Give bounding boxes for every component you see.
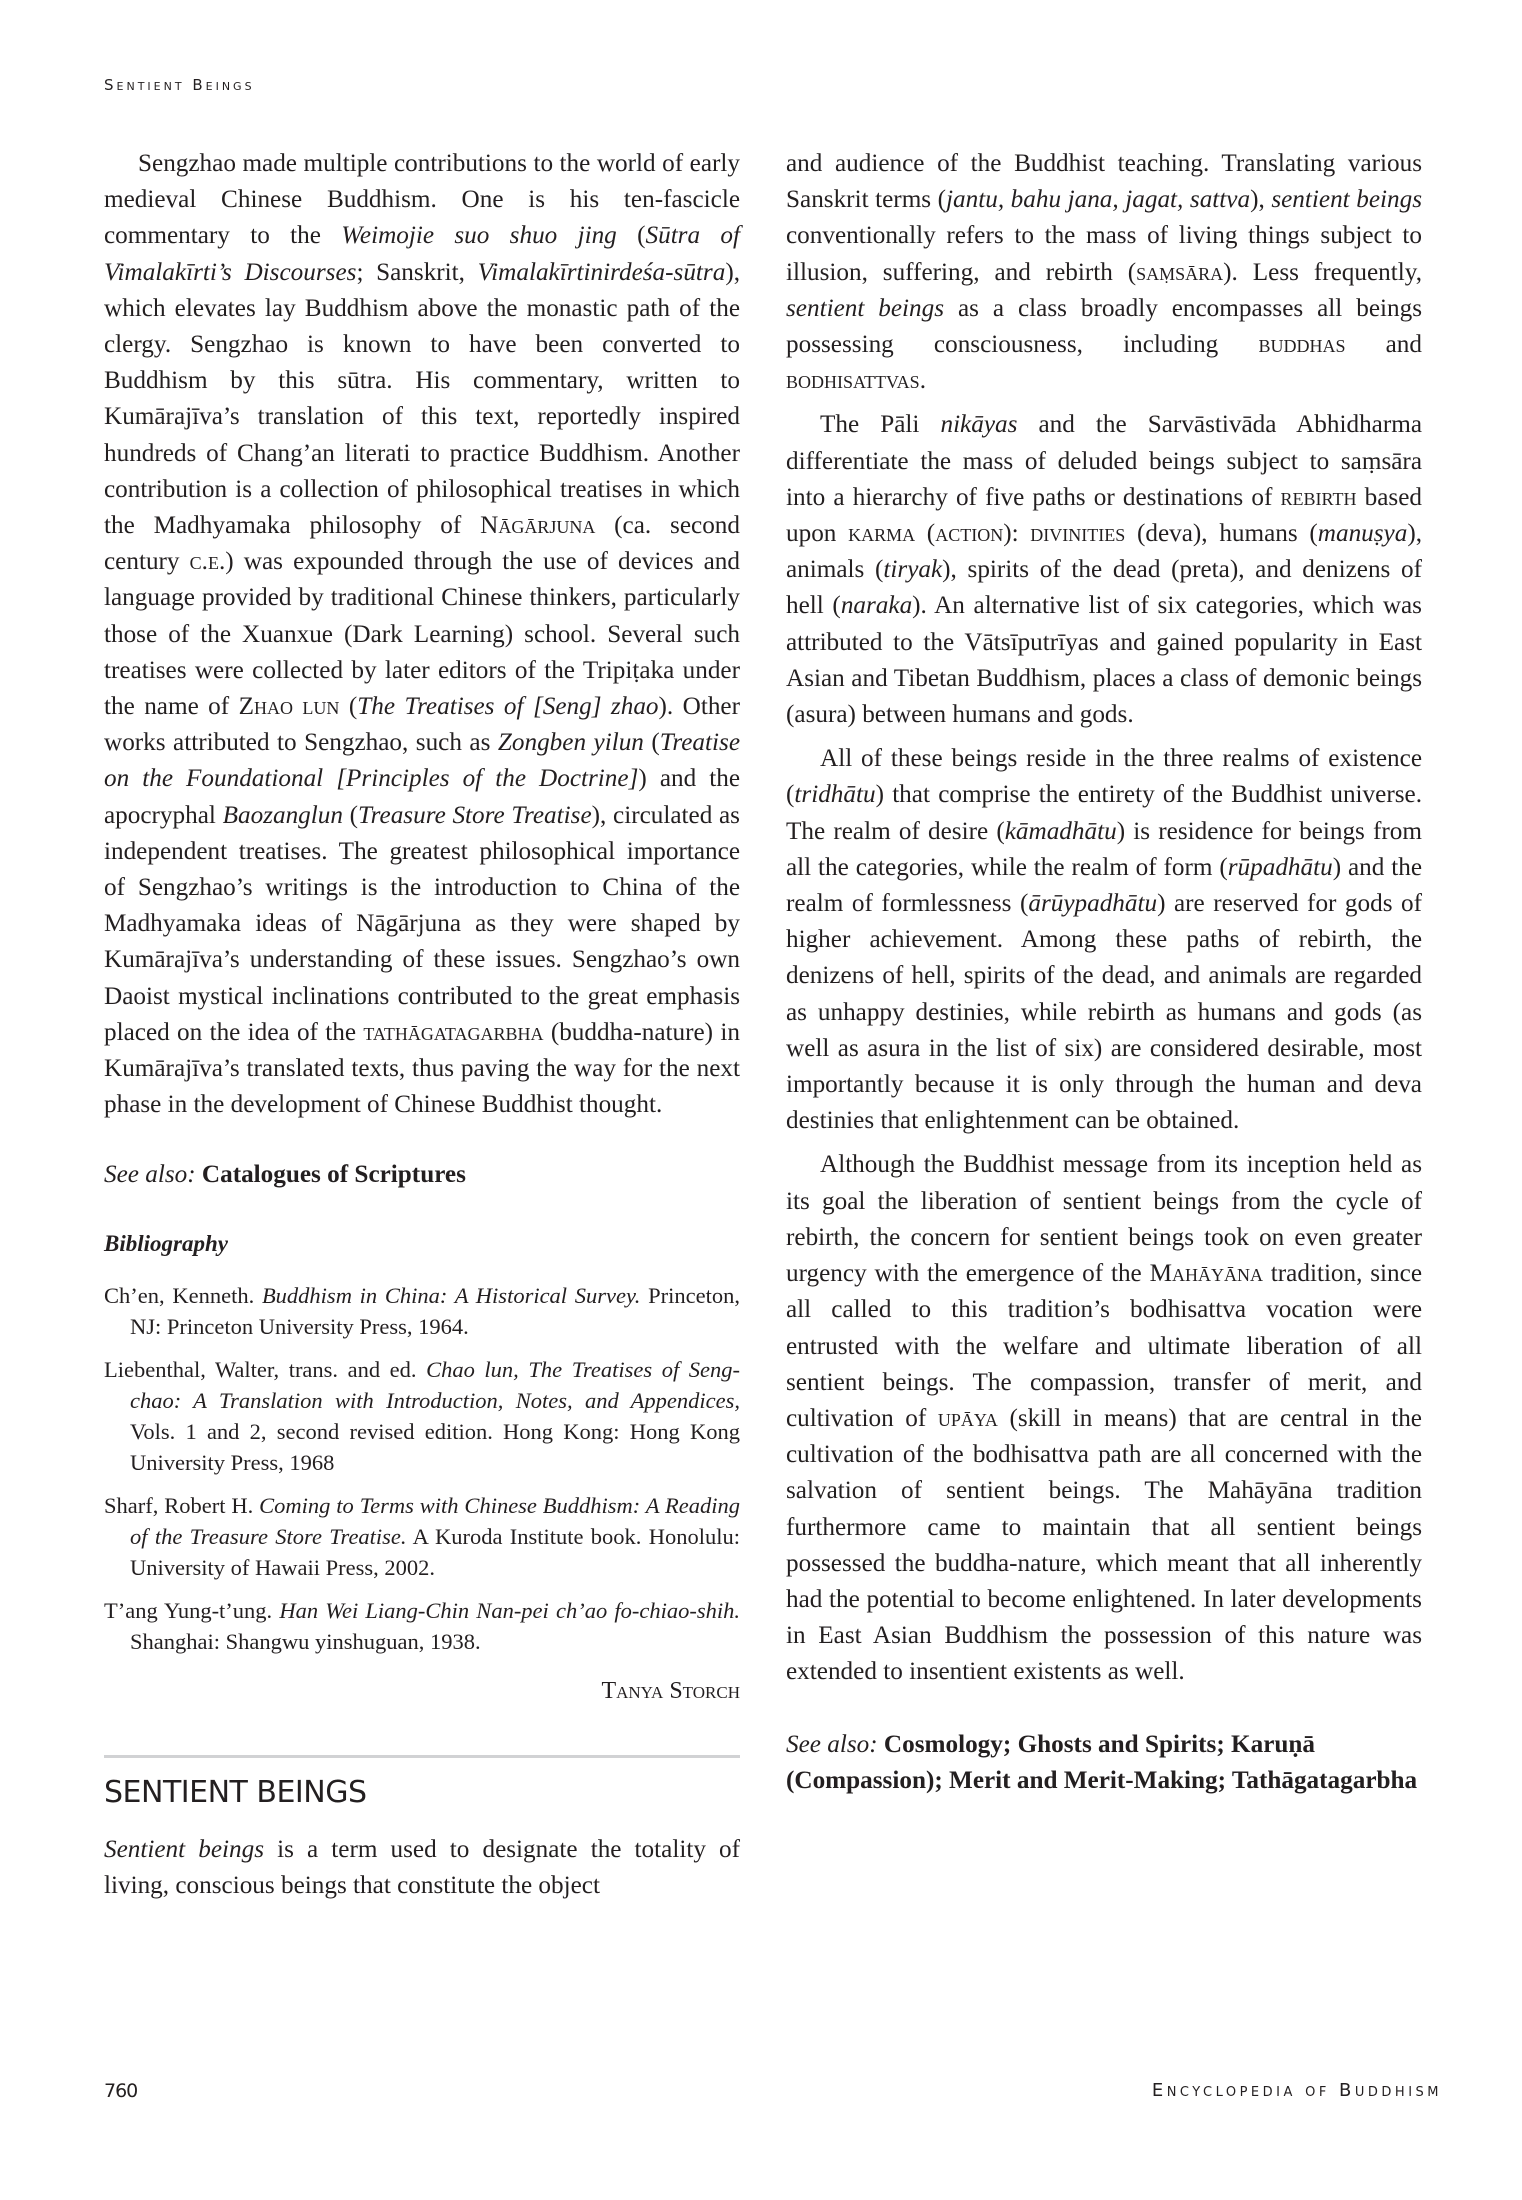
bibliography-entry xyxy=(104,1490,740,1583)
text-run: ) and the apocryphal xyxy=(104,765,741,829)
italic-run: jantu, bahu jana, jagat, sattva xyxy=(946,186,1251,214)
sengzhao-paragraph xyxy=(104,146,740,1123)
page-number: 760 xyxy=(104,2080,138,2102)
text-run: ), animals ( xyxy=(786,520,1423,584)
italic-run: ārūypadhātu xyxy=(1028,890,1158,918)
bibliography-list xyxy=(104,1280,740,1657)
text-run: Ch’en, Kenneth. xyxy=(104,1282,262,1308)
cross-reference: Mahāyāna xyxy=(1149,1260,1263,1288)
bibliography-entry xyxy=(104,1354,740,1478)
text-run: ), xyxy=(1250,186,1272,214)
five-paths-paragraph xyxy=(786,407,1422,733)
italic-run: rūpadhātu xyxy=(1227,853,1333,881)
bibliography-entry xyxy=(104,1280,740,1342)
entry-title: SENTIENT BEINGS xyxy=(104,1775,367,1811)
bibliography-entry xyxy=(104,1595,740,1657)
separator: ; xyxy=(934,1766,950,1794)
italic-run: manuṣya xyxy=(1317,520,1408,548)
text-run: is a term used to designate the totality of living, conscious beings that constitute the object xyxy=(104,1836,740,1900)
entry-intro-paragraph xyxy=(104,1832,740,1904)
text-run: ( xyxy=(616,222,646,250)
separator: ; xyxy=(1002,1730,1018,1758)
text-run: (deva), humans ( xyxy=(1125,520,1318,548)
see-also-link[interactable]: Merit and Merit-Making xyxy=(949,1766,1218,1794)
italic-run: Sentient beings xyxy=(104,1836,264,1864)
text-run: T’ang Yung-t’ung. xyxy=(104,1597,280,1623)
italic-run: The Treatises of [Seng] zhao xyxy=(357,693,659,721)
text-run: ). An alternative list of six categories, which was attributed to the Vātsīputrīyas and gained popularity in East Asian and Tibetan Buddhism, places a class of demonic beings (asura) between humans and gods. xyxy=(786,592,1422,729)
three-realms-paragraph xyxy=(786,741,1422,1139)
italic-run: kāmadhātu xyxy=(1004,817,1117,845)
text-run: Although the Buddhist message from its inception held as its goal the liberation of sentient beings from the cycle of rebirth, the concern for sentient beings took on even greater urgency with the emergence of the xyxy=(786,1151,1422,1288)
text-run: (ca. second century xyxy=(104,512,740,576)
italic-run: Weimojie suo shuo jing xyxy=(341,222,617,250)
left-column xyxy=(104,146,740,1905)
text-run: ) that comprise the entirety of the Buddhist universe. The realm of desire ( xyxy=(786,781,1422,845)
italic-run: nikāyas xyxy=(940,411,1018,439)
section-divider xyxy=(104,1755,740,1758)
text-run: Sengzhao made multiple contributions to the world of early medieval Chinese Buddhism. One is his ten-fascicle commentary to the xyxy=(104,150,740,250)
italic-run: Coming to Terms with Chinese Buddhism: A Reading of the Treasure Store Treatise. xyxy=(130,1492,740,1549)
italic-run: Vimalakīrtinirdeśa-sūtra xyxy=(477,258,726,286)
see-also-link[interactable]: Tathāgatagarbha xyxy=(1231,1766,1418,1794)
text-run: ) and the realm of formlessness ( xyxy=(786,853,1422,918)
text-run: (buddha-nature) in Kumārajīva’s translated texts, thus paving the way for the next phase in the development of Chinese Buddhist thought. xyxy=(104,1018,740,1119)
text-run: ), which elevates lay Buddhism above the monastic path of the clergy. Sengzhao is known to have been converted to Buddhism by this sūtra. His commentary, written to Kumārajīva’s translation of this text, reportedly inspired hundreds of Chang’an literati to practice Buddhism. Another contribution is a collection of philosophical treatises in which the Madhyamaka philosophy of xyxy=(104,258,741,540)
cross-reference: Zhao lun xyxy=(238,693,340,721)
italic-run: sentient beings xyxy=(786,294,945,322)
text-run: ) is residence for beings from all the categories, while the realm of form ( xyxy=(786,817,1422,881)
text-run: Princeton, NJ: Princeton University Press, 1964. xyxy=(130,1282,740,1339)
text-run: A Kuroda Institute book. Honolulu: University of Hawaii Press, 2002. xyxy=(130,1523,740,1580)
text-run: ), circulated as independent treatises. The greatest philosophical importance of Sengzhao’s writings is the introduction to China of the Madhyamaka ideas of Nāgārjuna as they were shaped by Kumārajīva’s understanding of these issues. Sengzhao’s own Daoist mystical inclinations contributed to the great emphasis placed on the idea of the xyxy=(104,801,740,1046)
text-run: conventionally refers to the mass of living things subject to illusion, suffering, and rebirth ( xyxy=(786,222,1422,286)
text-run: ( xyxy=(643,729,660,757)
italic-run: sentient beings xyxy=(1271,186,1422,214)
see-also-link[interactable]: Catalogues of Scriptures xyxy=(201,1161,466,1189)
see-also-line xyxy=(104,1157,740,1193)
text-run: based upon xyxy=(786,483,1422,548)
see-also-label: See also: xyxy=(104,1161,196,1189)
text-run: The Pāli xyxy=(820,411,941,439)
text-run: (skill in means) that are central in the cultivation of the bodhisattva path are all concerned with the salvation of sentient beings. The Mahāyāna tradition furthermore came to maintain that all sentient beings possessed the buddha-nature, which meant that all inherently had the potential to become enlightened. In later developments in East Asian Buddhism the possession of this nature was extended to insentient existents as well. xyxy=(786,1404,1422,1686)
text-run: . xyxy=(919,367,926,395)
see-also-link[interactable]: Karuṇā (Compassion) xyxy=(786,1730,1316,1794)
see-also-links xyxy=(786,1731,1417,1794)
cross-reference: saṃsāra xyxy=(1136,258,1224,286)
text-run: tradition, since all called to this tradition’s bodhisattva vocation were entrusted with the welfare and ultimate liberation of all sentient beings. The compassion, transfer of merit, and cultivation of xyxy=(786,1260,1423,1432)
italic-run: tridhātu xyxy=(794,781,876,809)
text-run: ). Less frequently, xyxy=(1223,258,1422,286)
text-run: Sharf, Robert H. xyxy=(104,1492,260,1518)
mahayana-paragraph xyxy=(786,1147,1422,1690)
see-also-link[interactable]: Ghosts and Spirits xyxy=(1017,1730,1217,1758)
italic-run: Treasure Store Treatise xyxy=(358,801,592,829)
text-run: All of these beings reside in the three realms of existence ( xyxy=(786,745,1422,809)
text-run: Liebenthal, Walter, trans. and ed. xyxy=(104,1356,427,1382)
bibliography-heading: Bibliography xyxy=(104,1230,228,1256)
running-head: Sentient Beings xyxy=(104,76,255,94)
text-run: ) are reserved for gods of higher achievement. Among these paths of rebirth, the denizens of hell, spirits of the dead, and animals are regarded as unhappy destinies, while rebirth as humans and gods (as well as asura in the list of six) are considered desirable, most importantly because it is only through the human and deva destinies that enlightenment can be obtained. xyxy=(786,890,1423,1135)
cross-reference: rebirth xyxy=(1280,483,1357,511)
cross-reference: Nāgārjuna xyxy=(480,512,596,540)
italic-run: Zongben yilun xyxy=(497,729,644,757)
italic-run: Chao lun, The Treatises of Seng-chao: A Translation with Introduction, Notes, and Appendices, xyxy=(130,1356,740,1413)
italic-run: Treatise on the Foundational [Principles of the Doctrine] xyxy=(104,729,741,793)
text-run: and the Sarvāstivāda Abhidharma differentiate the mass of deluded beings subject to saṃsāra into a hierarchy of five paths or destinations of xyxy=(786,411,1423,511)
cross-reference: divinities xyxy=(1030,520,1126,548)
text-run: : xyxy=(1011,520,1031,548)
italic-run: tiryak xyxy=(883,556,943,584)
see-also-links xyxy=(202,1161,466,1188)
separator: ; xyxy=(1217,1766,1232,1794)
text-run: and xyxy=(1345,331,1422,359)
text-run: Vols. 1 and 2, second revised edition. Hong Kong: Hong Kong University Press, 1968 xyxy=(130,1418,740,1475)
right-column xyxy=(786,146,1422,1799)
text-run: and audience of the Buddhist teaching. Translating various Sanskrit terms ( xyxy=(786,150,1422,214)
text-run: ( xyxy=(342,801,359,829)
cross-reference: buddhas xyxy=(1258,331,1346,359)
text-run: Shanghai: Shangwu yinshuguan, 1938. xyxy=(130,1628,481,1654)
author-signature: Tanya Storch xyxy=(601,1677,740,1704)
italic-run: Buddhism in China: A Historical Survey. xyxy=(261,1282,641,1308)
publication-title: Encyclopedia of Buddhism xyxy=(1151,2080,1442,2101)
italic-run: naraka xyxy=(840,592,913,620)
text-run: ; Sanskrit, xyxy=(356,258,478,286)
text-run: ( xyxy=(339,693,358,721)
see-also-line xyxy=(786,1727,1422,1799)
cross-reference: tathāgatagarbha xyxy=(363,1018,544,1046)
text-run: ), spirits of the dead (preta), and denizens of hell ( xyxy=(786,556,1422,620)
italic-run: Baozanglun xyxy=(222,801,343,829)
text-run: ). Other works attributed to Sengzhao, such as xyxy=(104,693,740,757)
see-also-label: See also: xyxy=(786,1730,878,1758)
text-run: ) was expounded through the use of devices and language provided by traditional Chinese thinkers, particularly those of the Xuanxue (Dark Learning) school. Several such treatises were collected by later editors of the Tripiṭaka under the name of xyxy=(104,548,740,721)
italic-run: Sūtra of Vimalakīrti’s Discourses xyxy=(104,222,740,286)
separator: ; xyxy=(1216,1730,1232,1758)
cross-reference: bodhisattvas xyxy=(786,367,920,395)
cross-reference: karma (action) xyxy=(848,520,1012,548)
definition-paragraph xyxy=(786,146,1422,399)
italic-run: Han Wei Liang-Chin Nan-pei ch’ao fo-chiao-shih. xyxy=(279,1597,740,1623)
cross-reference: c.e. xyxy=(189,548,226,576)
cross-reference: upāya xyxy=(937,1404,998,1432)
see-also-link[interactable]: Cosmology xyxy=(883,1730,1003,1758)
text-run: as a class broadly encompasses all beings possessing consciousness, including xyxy=(786,294,1422,359)
